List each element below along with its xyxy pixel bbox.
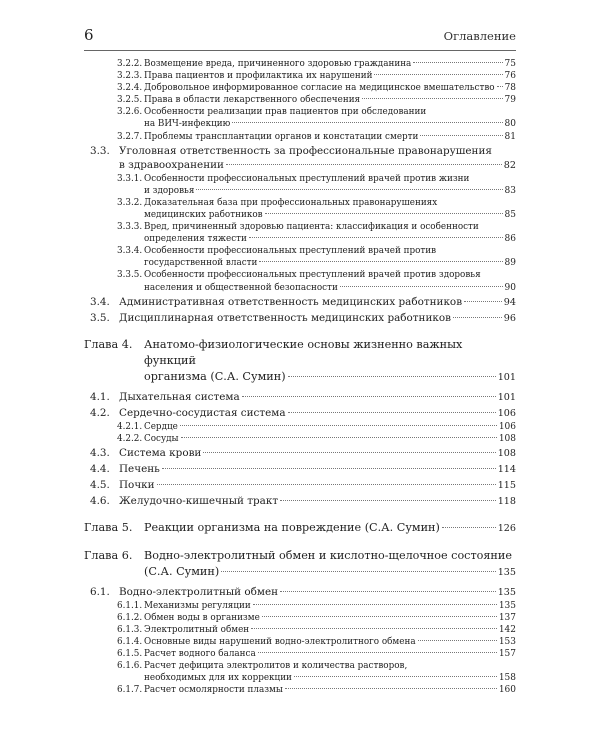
dot-leader xyxy=(262,616,497,617)
toc-entry xyxy=(84,421,516,433)
toc-entry-title: населения и общественной безопасности xyxy=(144,282,338,293)
toc-page-number: 75 xyxy=(504,59,516,69)
toc-entry-number: 4.1. xyxy=(90,390,110,403)
toc-entry xyxy=(84,131,516,143)
dot-leader xyxy=(453,317,502,318)
toc-entry-title: Сосуды xyxy=(144,433,179,444)
toc-entry-number: 3.2.2. xyxy=(117,59,143,69)
toc-entry-title: Уголовная ответственность за профессиональные правонарушения xyxy=(119,144,492,157)
toc-entry-title: Реакции организма на повреждение (С.А. Сумин) xyxy=(144,520,440,534)
dot-leader xyxy=(413,62,502,63)
dot-leader xyxy=(464,301,502,302)
toc-entry-number: 3.2.5. xyxy=(117,95,143,106)
toc-page-number: 79 xyxy=(504,95,516,106)
toc-entry xyxy=(84,648,516,660)
toc-entry-title: Водно-электролитный обмен и кислотно-щелочное состояние xyxy=(144,548,512,562)
toc-page-number: 106 xyxy=(498,421,516,432)
toc-entry-title: Сердечно-сосудистая система xyxy=(119,406,286,419)
toc-entry-title: в здравоохранении xyxy=(119,158,224,171)
toc-entry xyxy=(84,269,516,293)
toc-page-number: 118 xyxy=(497,495,516,507)
toc-entry-number: Глава 4. xyxy=(84,337,133,351)
dot-leader xyxy=(280,591,496,592)
dot-leader xyxy=(251,628,497,629)
toc-entry-title: определения тяжести xyxy=(144,234,247,245)
toc-entry-title: Административная ответственность медицинских работников xyxy=(119,295,463,308)
toc-entry-title: Права в области лекарственного обеспечения xyxy=(144,95,361,106)
toc-entry-number: 4.4. xyxy=(90,462,110,475)
dot-leader xyxy=(497,86,503,87)
toc-entry-title: Расчет осмолярности плазмы xyxy=(144,685,283,696)
page-header xyxy=(84,26,516,48)
toc-entry-title: необходимых для их коррекции xyxy=(144,673,292,684)
toc-entry-title: Добровольное информированное согласие на медицинское вмешательство xyxy=(144,83,495,94)
dot-leader xyxy=(265,213,503,214)
toc-entry xyxy=(84,173,516,197)
toc-entry-title: Возмещение вреда, причиненного здоровью гражданина xyxy=(144,59,412,69)
toc-entry-title: Особенности профессиональных преступлений врачей против здоровья xyxy=(144,270,481,281)
toc-entry-number: 3.2.6. xyxy=(117,107,143,118)
toc-entry-title: Сердце xyxy=(144,421,178,432)
dot-leader xyxy=(442,527,496,528)
toc-entry-number: 3.2.7. xyxy=(117,131,143,142)
toc-entry-number: 3.5. xyxy=(90,311,110,324)
dot-leader xyxy=(420,135,502,136)
toc-entry xyxy=(84,295,516,310)
toc-entry xyxy=(84,390,516,405)
toc-entry-title: Механизмы регуляции xyxy=(144,600,251,611)
toc-entry-number: 3.3.1. xyxy=(117,173,143,184)
toc-entry-title: Особенности профессиональных преступлений врачей против жизни xyxy=(144,173,470,184)
toc-entry xyxy=(84,94,516,106)
toc-page-number: 108 xyxy=(498,433,516,444)
toc-page-number: 158 xyxy=(498,673,516,684)
toc-entry-title: Расчет дефицита электролитов и количества растворов, xyxy=(144,661,408,672)
toc-entry-title: Водно-электролитный обмен xyxy=(119,585,279,598)
toc-entry-title: Почки xyxy=(119,478,155,491)
toc-entry-title: государственной власти xyxy=(144,258,258,269)
dot-leader xyxy=(280,500,496,501)
toc-entry-number: 4.3. xyxy=(90,446,110,459)
toc-entry-title: Расчет водного баланса xyxy=(144,649,256,660)
toc-entry-title: Дисциплинарная ответственность медицинских работников xyxy=(119,311,451,324)
toc-entry-number: 4.5. xyxy=(90,478,110,491)
toc-entry xyxy=(84,636,516,648)
toc-entry xyxy=(84,612,516,624)
toc-entry xyxy=(84,494,516,509)
toc-entry-title: Дыхательная система xyxy=(119,390,240,403)
toc-entry xyxy=(84,337,516,386)
page-number: 6 xyxy=(84,26,94,44)
toc-entry-number: 4.2. xyxy=(90,406,110,419)
toc-page-number: 86 xyxy=(504,234,516,245)
toc-entry xyxy=(84,58,516,70)
toc-entry-number: 4.6. xyxy=(90,494,110,507)
toc-entry xyxy=(84,462,516,477)
toc-entry xyxy=(84,520,516,537)
toc-page-number: 85 xyxy=(504,209,516,220)
toc-page-number: 137 xyxy=(498,612,516,623)
toc-entry xyxy=(84,684,516,696)
toc-entry xyxy=(84,221,516,245)
toc-entry-title: организма (С.А. Сумин) xyxy=(144,369,286,383)
toc-page-number: 135 xyxy=(497,586,516,598)
dot-leader xyxy=(181,437,497,438)
dot-leader xyxy=(249,237,503,238)
toc-entry-number: 6.1.3. xyxy=(117,624,143,635)
toc-page-number: 114 xyxy=(497,463,516,475)
toc-page-number: 108 xyxy=(497,447,516,459)
toc-entry xyxy=(84,245,516,269)
toc-entry-number: 6.1.4. xyxy=(117,637,143,648)
toc-page-number: 153 xyxy=(498,637,516,648)
toc-entry-title: (С.А. Сумин) xyxy=(144,564,220,578)
toc-entry-title: Обмен воды в организме xyxy=(144,612,260,623)
toc-entry-title: Печень xyxy=(119,462,160,475)
toc-entry-number: 3.3.5. xyxy=(117,270,143,281)
header-rule xyxy=(84,50,516,51)
toc-entry xyxy=(84,106,516,130)
dot-leader xyxy=(340,286,503,287)
toc-page-number: 89 xyxy=(504,258,516,269)
dot-leader xyxy=(242,396,496,397)
toc-entry-title: Анатомо-физиологические основы жизненно важных функций xyxy=(144,337,463,367)
dot-leader xyxy=(362,98,502,99)
toc-entry xyxy=(84,600,516,612)
toc-entry-number: 6.1.7. xyxy=(117,685,143,696)
dot-leader xyxy=(374,74,502,75)
toc-entry-title: Права пациентов и профилактика их нарушений xyxy=(144,71,373,82)
dot-leader xyxy=(253,604,497,605)
toc-entry xyxy=(84,82,516,94)
toc-page-number: 83 xyxy=(504,185,516,196)
dot-leader xyxy=(226,164,502,165)
toc-entry-title: медицинских работников xyxy=(144,209,263,220)
toc-entry xyxy=(84,197,516,221)
toc-page-number: 157 xyxy=(498,649,516,660)
dot-leader xyxy=(418,640,497,641)
toc-page-number: 106 xyxy=(497,407,516,419)
dot-leader xyxy=(157,484,496,485)
toc-entry xyxy=(84,585,516,600)
table-of-contents xyxy=(84,58,516,697)
toc-entry-number: 3.3.3. xyxy=(117,222,143,233)
dot-leader xyxy=(180,425,497,426)
toc-page-number: 76 xyxy=(504,71,516,82)
toc-page-number: 101 xyxy=(497,391,516,403)
toc-entry-number: 3.2.3. xyxy=(117,71,143,82)
toc-entry-number: 6.1.2. xyxy=(117,612,143,623)
toc-entry-number: 3.3.2. xyxy=(117,197,143,208)
toc-entry-title: на ВИЧ-инфекцию xyxy=(144,119,231,130)
toc-entry-number: Глава 5. xyxy=(84,520,133,534)
dot-leader xyxy=(196,189,502,190)
toc-entry xyxy=(84,548,516,581)
toc-entry xyxy=(84,433,516,445)
toc-page-number: 135 xyxy=(498,600,516,611)
toc-entry xyxy=(84,70,516,82)
toc-entry-number: 6.1.1. xyxy=(117,600,143,611)
toc-entry-title: Доказательная база при профессиональных правонарушениях xyxy=(144,197,438,208)
dot-leader xyxy=(221,571,495,572)
toc-entry-title: Особенности профессиональных преступлений врачей против xyxy=(144,246,437,257)
dot-leader xyxy=(203,452,495,453)
toc-entry-number: 4.2.1. xyxy=(117,421,143,432)
toc-entry-number: 3.4. xyxy=(90,295,110,308)
toc-entry-title: Электролитный обмен xyxy=(144,624,250,635)
toc-page-number: 126 xyxy=(497,522,516,534)
toc-page-number: 160 xyxy=(498,685,516,696)
toc-entry-number: 3.2.4. xyxy=(117,83,143,94)
toc-entry-title: Система крови xyxy=(119,446,202,459)
toc-entry xyxy=(84,406,516,421)
toc-entry-title: Вред, причиненный здоровью пациента: классификация и особенности xyxy=(144,222,479,233)
dot-leader xyxy=(232,122,502,123)
toc-entry-number: 4.2.2. xyxy=(117,433,143,444)
toc-entry-title: Основные виды нарушений водно-электролитного обмена xyxy=(144,637,416,648)
toc-page-number: 135 xyxy=(497,566,516,578)
toc-entry xyxy=(84,311,516,326)
toc-page-number: 115 xyxy=(497,479,516,491)
dot-leader xyxy=(258,652,497,653)
dot-leader xyxy=(294,676,497,677)
toc-page-number: 82 xyxy=(503,159,516,171)
toc-entry-title: и здоровья xyxy=(144,185,195,196)
dot-leader xyxy=(288,412,496,413)
toc-entry-number: 6.1.5. xyxy=(117,649,143,660)
dot-leader xyxy=(162,468,496,469)
dot-leader xyxy=(288,376,496,377)
dot-leader xyxy=(259,261,502,262)
toc-page-number: 142 xyxy=(498,624,516,635)
toc-entry-number: Глава 6. xyxy=(84,548,133,562)
toc-entry-number: 6.1. xyxy=(90,585,110,598)
dot-leader xyxy=(285,688,497,689)
toc-entry-number: 3.3. xyxy=(90,144,110,157)
toc-entry-title: Желудочно-кишечный тракт xyxy=(119,494,279,507)
toc-page-number: 94 xyxy=(503,296,516,308)
toc-entry xyxy=(84,660,516,684)
toc-entry-number: 6.1.6. xyxy=(117,661,143,672)
toc-entry xyxy=(84,624,516,636)
toc-entry-title: Особенности реализации прав пациентов при обследовании xyxy=(144,107,427,118)
toc-entry-number: 3.3.4. xyxy=(117,246,143,257)
toc-entry-title: Проблемы трансплантации органов и констатации смерти xyxy=(144,131,419,142)
toc-page-number: 101 xyxy=(497,371,516,383)
running-title: Оглавление xyxy=(443,29,516,43)
toc-page-number: 90 xyxy=(504,282,516,293)
toc-entry xyxy=(84,144,516,173)
toc-entry xyxy=(84,478,516,493)
toc-page-number: 81 xyxy=(504,131,516,142)
toc-page-number: 78 xyxy=(504,83,517,94)
toc-entry xyxy=(84,446,516,461)
toc-page-number: 96 xyxy=(503,312,516,324)
toc-page-number: 80 xyxy=(504,119,516,130)
